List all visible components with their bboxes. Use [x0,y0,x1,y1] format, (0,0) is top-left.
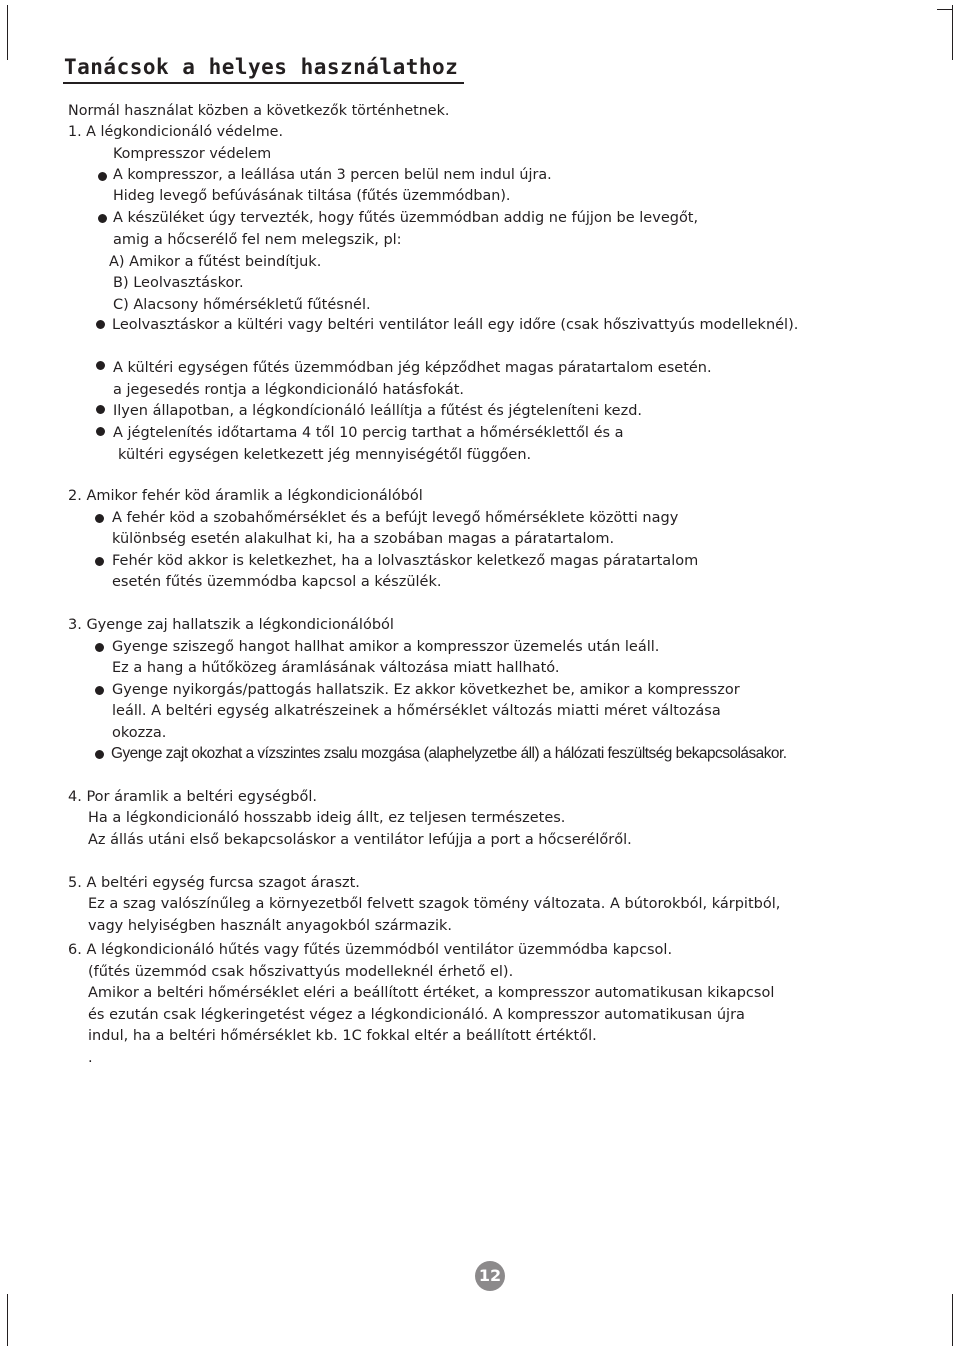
text-line: különbség esetén alakulhat ki, ha a szobában magas a páratartalom. [112,531,615,547]
bullet-icon [98,172,107,181]
text-line: C) Alacsony hőmérsékletű fűtésnél. [113,297,371,313]
crop-mark-top-right-v [952,5,953,60]
text-line: Amikor a beltéri hőmérséklet eléri a beállított értéket, a kompresszor automatikusan kikapcsol [88,985,775,1001]
section-heading-4: 4. Por áramlik a beltéri egységből. [68,789,317,805]
text-line: A készüléket úgy tervezték, hogy fűtés üzemmódban addig ne fújjon be levegőt, [113,210,699,226]
text-line: indul, ha a beltéri hőmérséklet kb. 1C fokkal eltér a beállított értéktől. [88,1028,597,1044]
text-line: Kompresszor védelem [113,146,272,162]
bullet-icon [96,320,105,329]
bullet-icon [96,405,105,414]
crop-mark-bottom-left-v [7,1294,8,1346]
text-line: . [88,1050,93,1066]
crop-mark-top-left-v [7,5,8,60]
section-heading-2: 2. Amikor fehér köd áramlik a légkondicionálóból [68,488,423,504]
text-line: Ilyen állapotban, a légkondícionáló leállítja a fűtést és jégteleníteni kezd. [113,403,643,419]
crop-mark-bottom-right-v [952,1294,953,1346]
title-underline [63,82,464,84]
page-number-badge: 12 [475,1261,505,1291]
text-line: leáll. A beltéri egység alkatrészeinek a hőmérséklet változás miatti méret változása [112,703,721,719]
bullet-icon [95,514,104,523]
page-title-block [0,53,960,83]
crop-mark-top-right-h [937,9,953,10]
bullet-icon [98,214,107,223]
page-title: Tanácsok a helyes használathoz [64,55,459,79]
section-heading-1: 1. A légkondicionáló védelme. [68,124,284,140]
text-line: Fehér köd akkor is keletkezhet, ha a lolvasztáskor keletkező magas páratartalom [112,553,699,569]
text-line: (fűtés üzemmód csak hőszivattyús modelleknél érhető el). [88,964,514,980]
bullet-icon [95,750,104,759]
section-heading-3: 3. Gyenge zaj hallatszik a légkondicionálóból [68,617,394,633]
text-line: vagy helyiségben használt anyagokból származik. [88,918,452,934]
text-line: amig a hőcserélő fel nem melegszik, pl: [113,232,402,248]
section-heading-6: 6. A légkondicionáló hűtés vagy fűtés üzemmódból ventilátor üzemmódba kapcsol. [68,942,673,958]
text-line: a jegesedés rontja a légkondicionáló hatásfokát. [113,382,465,398]
bullet-icon [96,361,105,370]
bullet-icon [95,557,104,566]
text-line: okozza. [112,725,167,741]
text-line: Gyenge nyikorgás/pattogás hallatszik. Ez akkor következhet be, amikor a kompresszor [112,682,740,698]
text-line: A jégtelenítés időtartama 4 től 10 percig tarthat a hőmérséklettől és a [113,425,624,441]
text-line: A kültéri egységen fűtés üzemmódban jég képződhet magas páratartalom esetén. [113,360,712,376]
text-line: Leolvasztáskor a kültéri vagy beltéri ventilátor leáll egy időre (csak hőszivattyús modelleknél). [112,317,799,333]
text-line: Gyenge zajt okozhat a vízszintes zsalu mozgása (alaphelyzetbe áll) a hálózati feszültség bekapcsolásakor. [111,745,787,762]
section-heading-5: 5. A beltéri egység furcsa szagot áraszt. [68,875,360,891]
bullet-icon [95,686,104,695]
text-line: B) Leolvasztáskor. [113,275,244,291]
text-line: esetén fűtés üzemmódba kapcsol a készülék. [112,574,442,590]
text-line: Normál használat közben a következők történhetnek. [68,103,450,119]
bullet-icon [95,643,104,652]
bullet-icon [96,427,105,436]
text-line: Az állás utáni első bekapcsoláskor a ventilátor lefújja a port a hőcserélőről. [88,832,632,848]
text-line: kültéri egységen keletkezett jég mennyiségétől függően. [118,447,532,463]
text-line: Ez a szag valószínűleg a környezetből felvett szagok tömény változata. A bútorokból, kárpitból, [88,896,781,912]
text-line: A) Amikor a fűtést beindítjuk. [109,254,322,270]
text-line: Ez a hang a hűtőközeg áramlásának változása miatt hallható. [112,660,560,676]
text-line: Ha a légkondicionáló hosszabb ideig állt, ez teljesen természetes. [88,810,566,826]
text-line: A fehér köd a szobahőmérséklet és a befújt levegő hőmérséklete közötti nagy [112,510,679,526]
text-line: és ezután csak légkeringetést végez a légkondicionáló. A kompresszor automatikusan újra [88,1007,745,1023]
text-line: Hideg levegő befúvásának tiltása (fűtés üzemmódban). [113,188,511,204]
text-line: A kompresszor, a leállása után 3 percen belül nem indul újra. [113,167,552,183]
text-line: Gyenge sziszegő hangot hallhat amikor a kompresszor üzemelés után leáll. [112,639,660,655]
